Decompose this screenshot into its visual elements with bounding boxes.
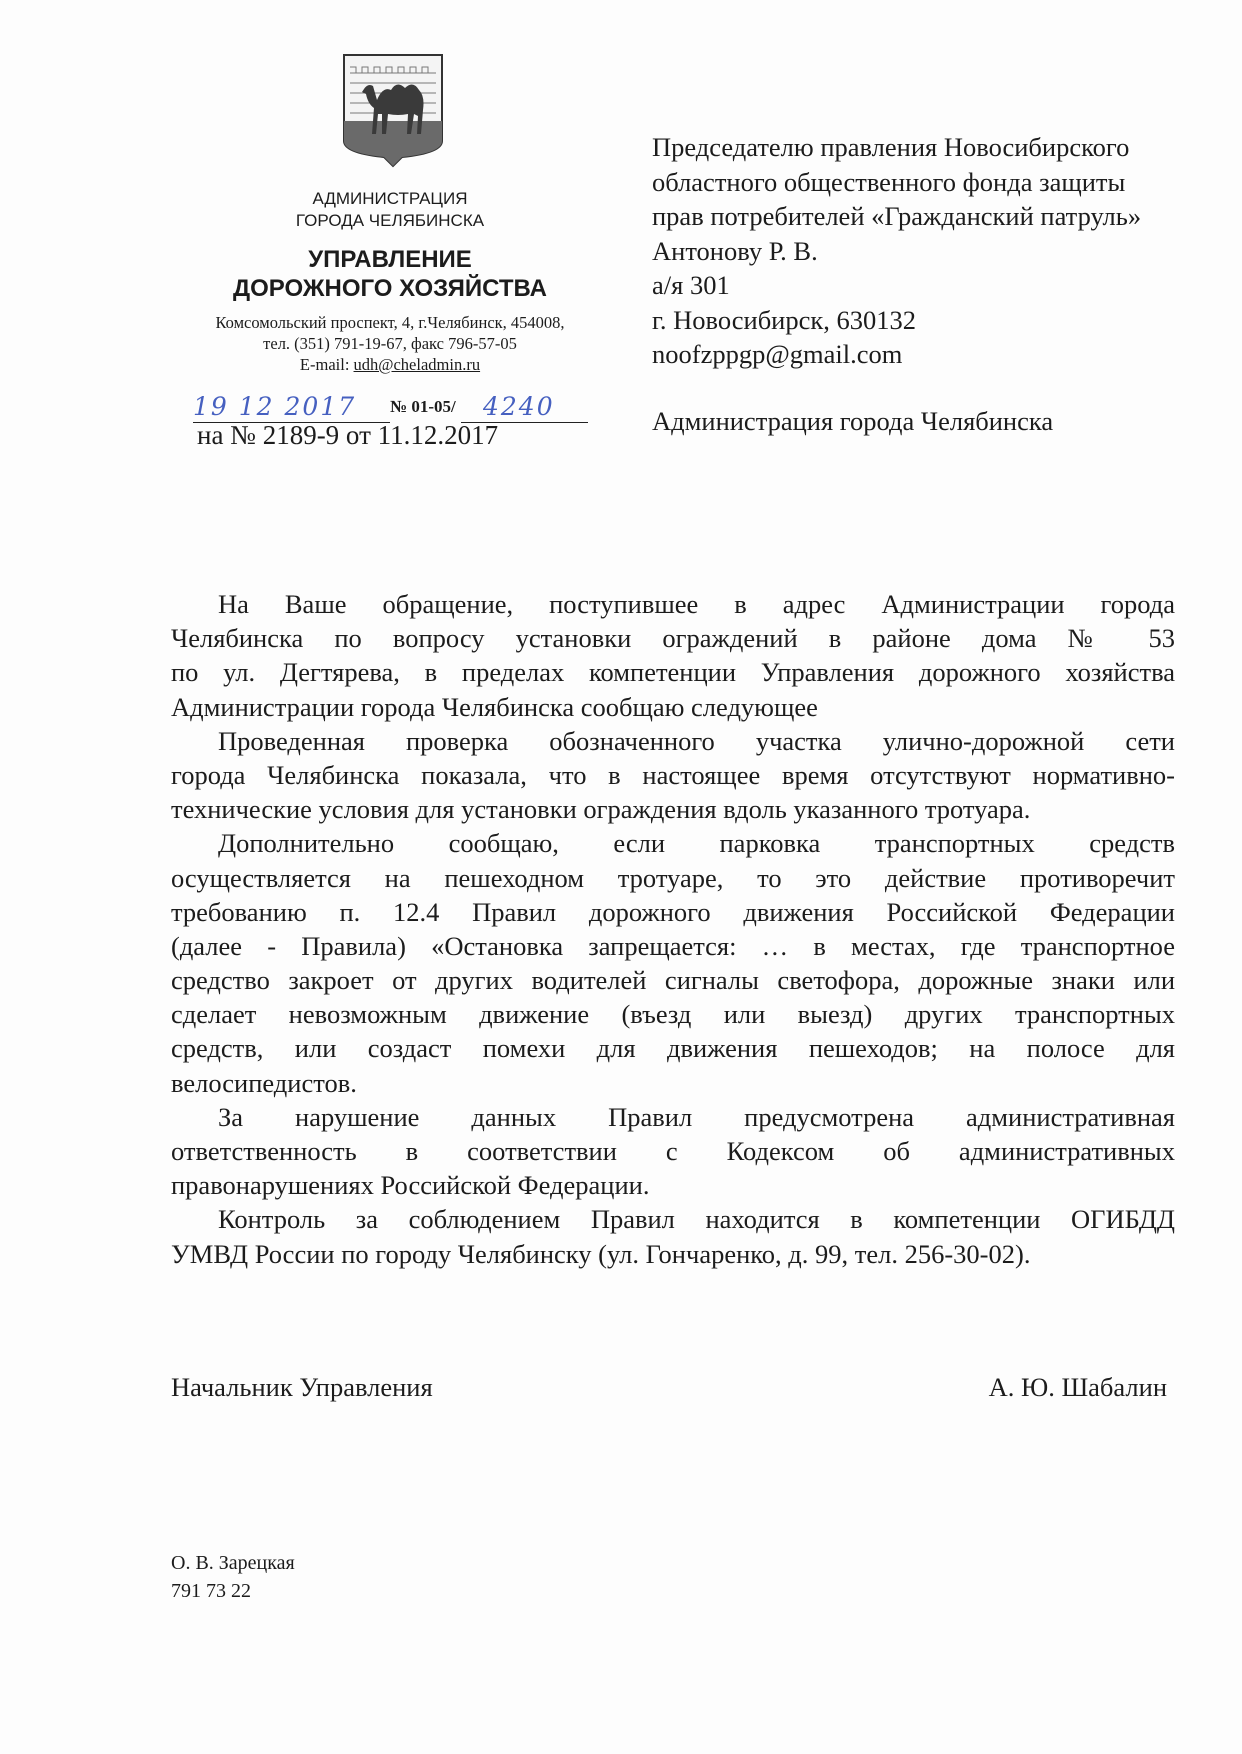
city-coat-of-arms-logo — [342, 53, 444, 168]
body-line: УМВД России по городу Челябинску (ул. Гончаренко, д. 99, тел. 256-30-02). — [171, 1238, 1031, 1269]
department-heading — [170, 245, 610, 303]
admin-line-2: ГОРОДА ЧЕЛЯБИНСКА — [295, 211, 485, 230]
body-line: Дополнительно сообщаю, если парковка транспортных средств — [218, 828, 1175, 859]
copy-recipient: Администрация города Челябинска — [652, 406, 1054, 436]
admin-line-1: АДМИНИСТРАЦИЯ — [312, 189, 468, 208]
handwritten-date: 19 12 2017 — [193, 392, 357, 421]
letterhead-address: Комсомольский проспект, 4, г.Челябинск, 454008, — [215, 313, 565, 332]
body-line: города Челябинска показала, что в настоящее время отсутствуют нормативно- — [171, 759, 1175, 790]
body-line: по ул. Дегтярева, в пределах компетенции Управления дорожного хозяйства — [171, 657, 1175, 688]
letterhead-contacts — [170, 312, 610, 375]
body-line: За нарушение данных Правил предусмотрена административная — [218, 1101, 1175, 1132]
body-line: (далее - Правила) «Остановка запрещается: … в местах, где транспортное — [171, 930, 1175, 961]
addressee-block — [652, 130, 1141, 372]
letterhead-phone: тел. (351) 791-19-67, факс 796-57-05 — [263, 334, 517, 353]
body-line: средство закроет от других водителей сигналы светофора, дорожные знаки или — [171, 965, 1175, 996]
body-line: правонарушениях Российской Федерации. — [171, 1170, 650, 1201]
letterhead-email-line — [170, 354, 610, 375]
body-line: велосипедистов. — [171, 1067, 357, 1098]
administration-heading — [170, 188, 610, 232]
body-line: осуществляется на пешеходном тротуаре, то это действие противоречит — [171, 862, 1175, 893]
addressee-email: noofzppgp@gmail.com — [652, 339, 903, 369]
body-line: На Ваше обращение, поступившее в адрес Администрации города — [218, 589, 1175, 619]
executor-block — [171, 1549, 295, 1605]
handwritten-number: 4240 — [483, 392, 555, 421]
dept-line-2: ДОРОЖНОГО ХОЗЯЙСТВА — [233, 275, 547, 302]
reply-reference: на № 2189-9 от 11.12.2017 — [197, 420, 499, 450]
addressee-line: Председателю правления Новосибирского — [652, 132, 1130, 162]
letter-body — [171, 587, 1175, 1271]
body-line: Администрации города Челябинска сообщаю следующее — [171, 691, 818, 722]
body-line: сделает невозможным движение (въезд или выезд) других транспортных — [171, 999, 1175, 1030]
addressee-name: Антонову Р. В. — [652, 235, 818, 266]
executor-phone: 791 73 22 — [171, 1580, 251, 1602]
email-label: E-mail: — [299, 355, 354, 374]
registration-line — [193, 392, 588, 423]
letterhead-email-link[interactable]: udh@cheladmin.ru — [353, 355, 481, 374]
body-line: Челябинска по вопросу установки ограждений в районе дома № 53 — [171, 623, 1175, 654]
body-line: ответственность в соответствии с Кодексом об административных — [171, 1136, 1175, 1166]
registration-number-prefix: № 01-05/ — [390, 397, 456, 416]
addressee-line: областного общественного фонда защиты — [652, 166, 1126, 197]
dept-line-1: УПРАВЛЕНИЕ — [308, 246, 472, 273]
executor-name: О. В. Зарецкая — [171, 1552, 295, 1574]
addressee-city: г. Новосибирск, 630132 — [652, 304, 917, 335]
signatory-name: А. Ю. Шабалин — [988, 1372, 1167, 1402]
addressee-po-box: а/я 301 — [652, 270, 730, 300]
signatory-position: Начальник Управления — [171, 1372, 433, 1402]
body-line: технические условия для установки ограждения вдоль указанного тротуара. — [171, 794, 1031, 825]
body-line: требованию п. 12.4 Правил дорожного движения Российской Федерации — [171, 896, 1175, 927]
addressee-line: прав потребителей «Гражданский патруль» — [652, 201, 1142, 231]
body-line: Проведенная проверка обозначенного участка улично-дорожной сети — [218, 725, 1175, 756]
body-line: средств, или создаст помехи для движения пешеходов; на полосе для — [171, 1033, 1175, 1064]
body-line: Контроль за соблюдением Правил находится в компетенции ОГИБДД — [218, 1204, 1175, 1235]
